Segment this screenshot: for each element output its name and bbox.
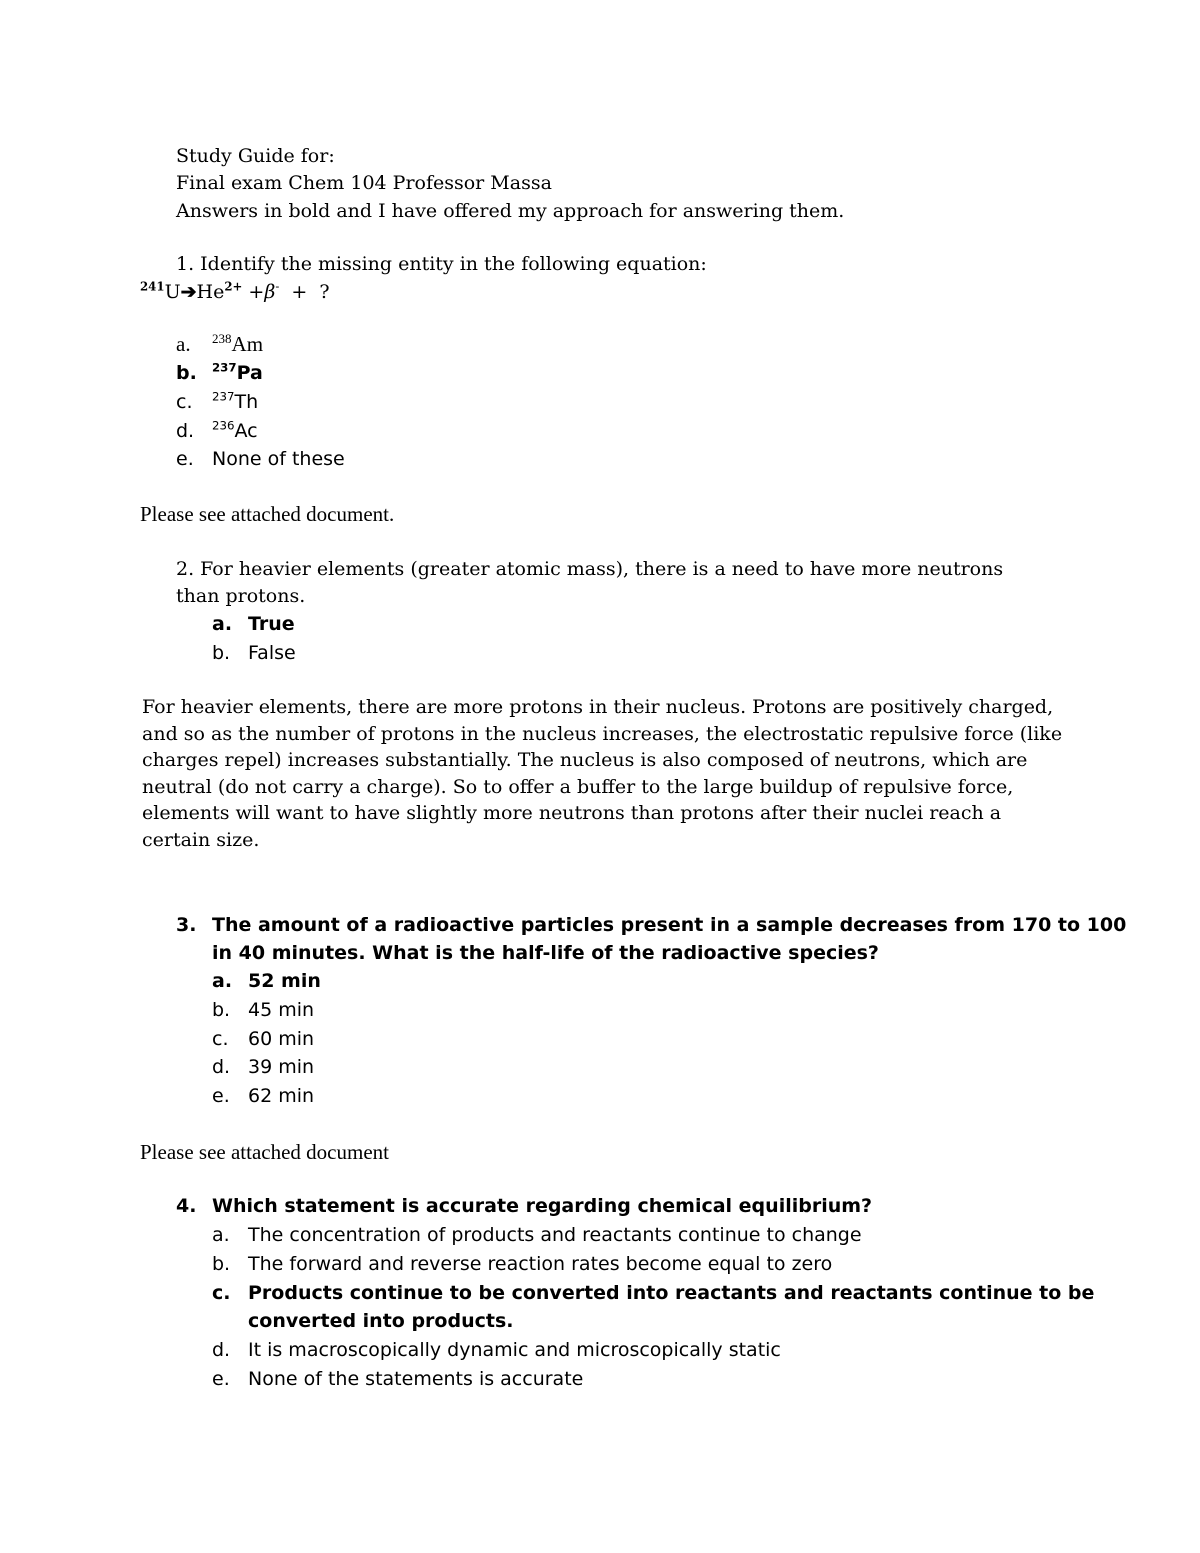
q3-prompt: 3. The amount of a radioactive particles present in a sample decreases from 170 to 100 [176,914,1127,936]
q1-option-d: d. $^{236}$Ac [176,418,258,442]
q4-option-c: c. Products continue to be converted into reactants and reactants continue to be [212,1282,1095,1304]
q3-option-b: b. 45 min [212,999,315,1021]
q2-explanation: For heavier elements, there are more protons in their nucleus. Protons are positively charged, and so as the number of protons in the nucleus increases, the electrostatic repulsive force (like charges repel) increases substantially. The nucleus is also composed of neutrons, which are neutral (do not carry a charge). So to offer a buffer to the large buildup of repulsive force, elements will want to have slightly more neutrons than protons after their nuclei reach a certain size. [142,696,1063,851]
q4-option-d: d. It is macroscopically dynamic and microscopically static [212,1339,781,1361]
q1-option-e: e. None of these [176,448,345,470]
q3-option-e: e. 62 min [212,1085,315,1107]
q1-prompt: 1. Identify the missing entity in the following equation: [176,253,707,275]
q1-eq-plus: + [242,281,265,303]
q1-eq-reactant: U [164,281,181,303]
q3-option-d: d. 39 min [212,1056,315,1078]
q4-option-c-cont: converted into products. [248,1310,514,1332]
q1-option-c: c. $^{237}$Th [176,389,259,413]
header-line-2: Final exam Chem 104 Professor Massa [176,172,552,194]
q2-prompt-line-1: 2. For heavier elements (greater atomic mass), there is a need to have more neutrons [176,558,1004,580]
q1-eq-charge: 2+ [224,279,243,294]
q1-option-a: a. $^{238}$Am [176,331,264,356]
header-line-1: Study Guide for: [176,145,335,167]
q4-option-b: b. The forward and reverse reaction rates become equal to zero [212,1253,833,1275]
q3-option-c: c. 60 min [212,1028,315,1050]
q2-prompt-line-2: than protons. [176,585,306,607]
arrow-icon: ➔ [180,281,197,303]
header-line-3: Answers in bold and I have offered my approach for answering them. [176,200,845,222]
q4-option-e: e. None of the statements is accurate [212,1368,584,1390]
q4-prompt: 4. Which statement is accurate regarding chemical equilibrium? [176,1195,873,1217]
q1-note: Please see attached document. [140,502,395,526]
q1-eq-mass: 241 [140,279,165,294]
q2-option-a: a. True [212,613,295,635]
q3-prompt-line-2: in 40 minutes. What is the half-life of the radioactive species? [212,942,879,964]
q1-equation [140,278,330,306]
q1-eq-product: He [196,281,225,303]
q4-option-a: a. The concentration of products and reactants continue to change [212,1224,862,1246]
q1-eq-beta: β [264,281,276,303]
q3-note: Please see attached document [140,1140,389,1164]
q1-eq-beta-charge: - [275,279,280,294]
q1-eq-rest: + ? [279,281,330,303]
q1-option-b: b. $^{237}$Pa [176,360,263,384]
q2-option-b: b. False [212,642,296,664]
q3-option-a: a. 52 min [212,970,321,992]
